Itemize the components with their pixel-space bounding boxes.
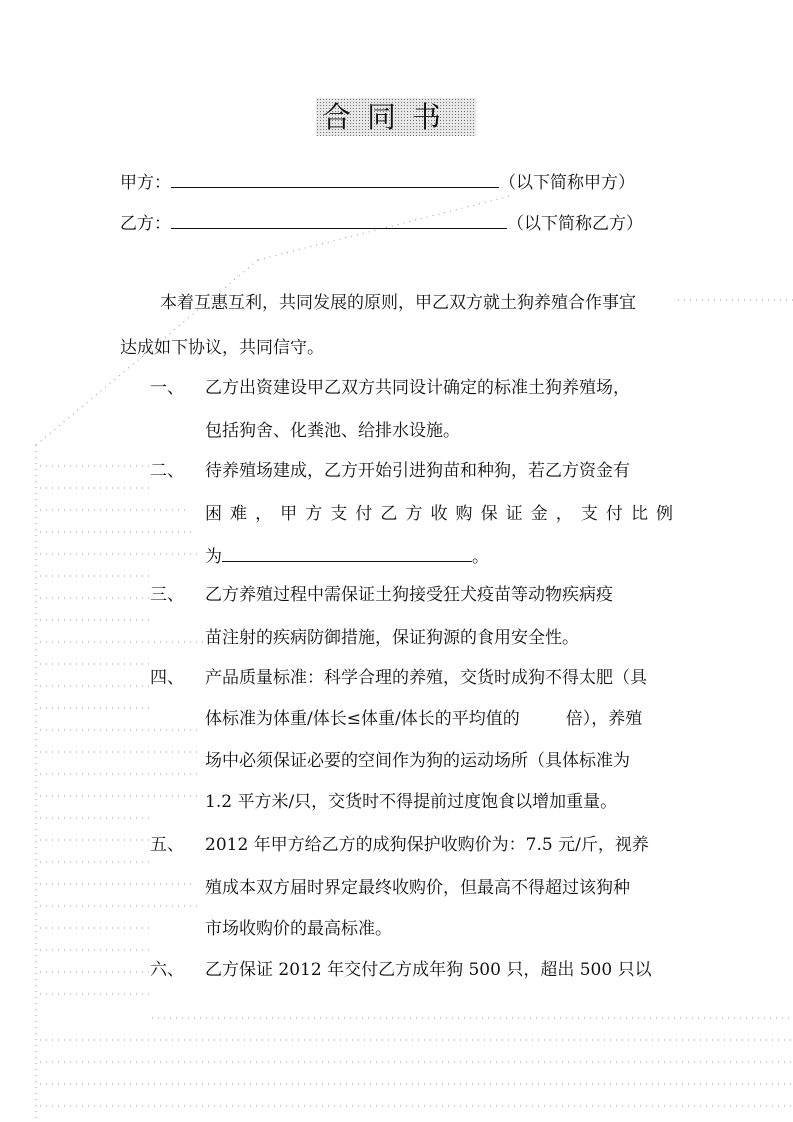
clause-line (205, 543, 673, 569)
clause-line: 产品质量标准：科学合理的养殖，交货时成狗不得太肥（具 (205, 668, 647, 688)
party-a-label: 甲方： (120, 173, 171, 193)
clause-text: 倍），养殖 (565, 709, 643, 729)
party-b-blank (171, 210, 507, 229)
clause-line: 殖成本双方届时界定最终收购价，但最高不得超过该狗种 (205, 878, 630, 898)
clause-line: 市场收购价的最高标准。 (205, 919, 392, 939)
clause-number: 二、 (150, 461, 184, 481)
clause-line: 乙方保证 2012 年交付乙方成年狗 500 只，超出 500 只以 (205, 960, 652, 980)
party-b-row (120, 210, 643, 236)
intro-line: 达成如下协议，共同信守。 (120, 338, 324, 358)
clause-line: 乙方出资建设甲乙双方共同设计确定的标准土狗养殖场， (205, 378, 630, 398)
clause-line: 苗注射的疾病防御措施，保证狗源的食用安全性。 (205, 628, 579, 648)
clause-number: 五、 (150, 835, 184, 855)
page-title: 合同书 (316, 98, 476, 136)
clause-text: 体标准为体重/体长≤体重/体长的平均值的 (205, 709, 520, 729)
clause-line: 1.2 平方米/只，交货时不得提前过度饱食以增加重量。 (205, 792, 618, 812)
ratio-blank (222, 543, 472, 562)
clause-number: 四、 (150, 668, 184, 688)
clause-number: 一、 (150, 378, 184, 398)
clause-line: 2012 年甲方给乙方的成狗保护收购价为：7.5 元/斤，视养 (205, 835, 649, 855)
clause-line: 包括狗舍、化粪池、给排水设施。 (205, 421, 460, 441)
clause-line: 场中必须保证必要的空间作为狗的运动场所（具体标准为 (205, 751, 630, 771)
intro-line: 本着互惠互利，共同发展的原则，甲乙双方就土狗养殖合作事宜 (160, 293, 636, 313)
clause-line: 困难，甲方支付乙方收购保证金，支付比例 (205, 504, 673, 524)
clause-number: 三、 (150, 585, 184, 605)
ratio-prefix: 为 (205, 547, 222, 567)
ratio-suffix: 。 (472, 547, 489, 567)
party-b-note: （以下简称乙方） (507, 214, 643, 234)
clause-line: 乙方养殖过程中需保证土狗接受狂犬疫苗等动物疾病疫 (205, 585, 613, 605)
clause-number: 六、 (150, 960, 184, 980)
clause-line: 待养殖场建成，乙方开始引进狗苗和种狗，若乙方资金有 (205, 461, 630, 481)
clause-line (205, 707, 673, 731)
party-a-note: （以下简称甲方） (499, 173, 635, 193)
party-b-label: 乙方： (120, 214, 171, 234)
party-a-row (120, 169, 635, 195)
party-a-blank (171, 169, 499, 188)
